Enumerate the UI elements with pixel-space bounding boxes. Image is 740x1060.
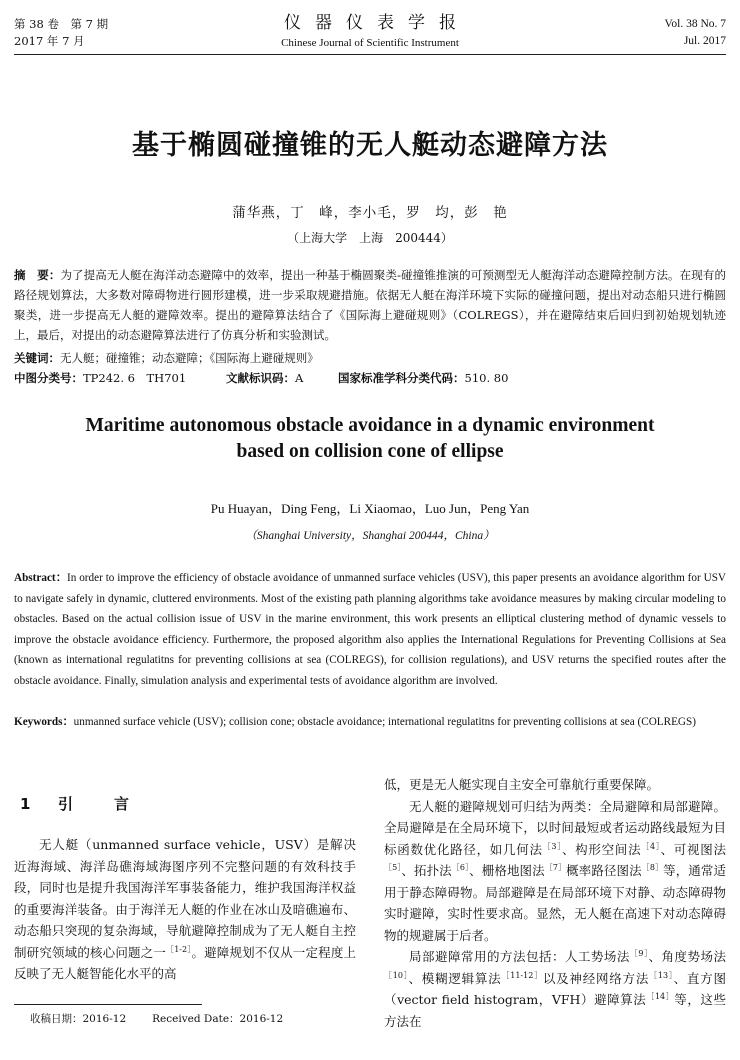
citation: ［10］ bbox=[384, 970, 409, 980]
abstract-label-cn: 摘 要： bbox=[14, 268, 61, 282]
journal-masthead bbox=[0, 12, 740, 51]
keywords-label-cn: 关键词： bbox=[14, 351, 60, 365]
authors-en: Pu Huayan，Ding Feng，Li Xiaomao，Luo Jun，Peng Yan bbox=[210, 501, 530, 516]
doc-label: 文献标识码： bbox=[226, 371, 295, 385]
citation: ［13］ bbox=[649, 970, 674, 980]
received-date-cn: 收稿日期：2016-12 bbox=[30, 1013, 127, 1025]
discipline-code bbox=[338, 368, 508, 388]
body-column-right bbox=[384, 774, 726, 1032]
paragraph-text: 、构形空间法 bbox=[561, 841, 642, 857]
doc-value: A bbox=[295, 371, 304, 385]
paragraph-text: 无人艇的避障规划可归结为两类：全局避障和局部避障。全局避障是在全局环境下，以时间最短或者运动路线最短为目标函数优化路径，如几何法 bbox=[384, 798, 726, 857]
journal-name-en: Chinese Journal of Scientific Instrument bbox=[281, 37, 459, 49]
paragraph-text: 无人艇（unmanned surface vehicle，USV）是解决近海海域、海洋岛礁海域海图序列不完整问题的有效科技手段，同时也是提升我国海洋军事装备能力，维护我国海洋权益的重要海洋装备。由于海洋无人艇的作业在冰山及暗礁遍布、动态船只突现的复杂海域，导航避障控制成为了无人艇自主控制研究领域的核心问题之一 bbox=[14, 837, 356, 960]
paragraph-text: 、模糊逻辑算法 bbox=[408, 970, 502, 986]
paragraph-text: 、拓扑法 bbox=[401, 863, 452, 878]
clc-number bbox=[14, 368, 226, 388]
date-cn: 2017 年 7 月 bbox=[14, 34, 85, 48]
affiliation-en: （Shanghai University，Shanghai 200444，China） bbox=[245, 530, 495, 542]
section-title-part1: 引 bbox=[58, 795, 74, 813]
keywords-label-en: Keywords： bbox=[14, 716, 74, 728]
header-volume-en bbox=[665, 16, 726, 50]
doc-code bbox=[226, 368, 338, 388]
paragraph-text: 、直方图（vector field histogram，VFH）避障算法 bbox=[384, 970, 726, 1007]
title-en-line2: based on collision cone of ellipse bbox=[236, 441, 504, 462]
citation: ［4］ bbox=[641, 841, 661, 851]
abstract-label-en: Abstract： bbox=[14, 572, 67, 584]
affiliation-cn: （上海大学 上海 200444） bbox=[287, 231, 453, 245]
abstract-cn bbox=[14, 265, 726, 345]
citation: ［5］ bbox=[384, 862, 402, 872]
paragraph-text: 局部避障常用的方法包括：人工势场法 bbox=[409, 949, 630, 964]
abstract-text-cn: 为了提高无人艇在海洋动态避障中的效率，提出一种基于椭圆聚类-碰撞锥推演的可预测型无人艇海洋动态避障控制方法。在现有的路径规划算法，大多数对障碍物进行圆形建模，进一步采取规避措施。依据无人艇在海洋环境下实际的碰撞问题，提出对动态船只进行椭圆聚类，进一步提高无人艇的避障效率。提出的避障算法结合了《国际海上避碰规则》（COLREGS），并在避障结束后回归到初始规划轨迹上，最后，对提出的动态避障算法进行了仿真分析和实验测试。 bbox=[14, 268, 726, 342]
abstract-text-en: In order to improve the efficiency of obstacle avoidance of unmanned surface vehicles (USV), this paper presents an avoidance algorithm for USV to navigate safely in dynamic, cluttered environments. Most of the existing path planning algorithms take avoidance measures by making circular modeling to obstacles. Based on the actual collision issue of USV in the marine environment, this work presents an elliptical clustering method of dynamic vessels to improve the obstacle avoidance efficiency. Furthermore, the proposed algorithm also applies the International Regulations for Preventing Collisions at Sea (known as international regulatitns for preventing collisions at sea (COLREGS), for collision regulations), and USV returns the specified routes after the obstacle avoidance. Finally, simulation analysis and experimental tests of avoidance algorithm are involved. bbox=[14, 572, 726, 687]
std-label: 国家标准学科分类代码： bbox=[338, 371, 465, 385]
paragraph-text: 等，这些方法在 bbox=[384, 992, 726, 1029]
paragraph-text: 、栅格地图法 bbox=[469, 863, 545, 878]
citation: ［3］ bbox=[542, 841, 562, 851]
received-date bbox=[30, 1012, 283, 1026]
paper-title-en bbox=[0, 413, 740, 465]
std-value: 510. 80 bbox=[464, 371, 509, 385]
authors-cn: 蒲华燕，丁 峰，李小毛，罗 均，彭 艳 bbox=[232, 205, 508, 221]
paragraph-text: 低，更是无人艇实现自主安全可靠航行重要保障。 bbox=[384, 777, 660, 792]
section-heading bbox=[20, 794, 129, 814]
clc-label: 中图分类号： bbox=[14, 371, 83, 385]
paragraph-text: 、可视图法 bbox=[660, 841, 726, 857]
citation: ［6］ bbox=[451, 862, 470, 872]
clc-value: TP242. 6 TH701 bbox=[83, 371, 187, 385]
paragraph-text: 等，通常适用于静态障碍物。局部避障是在局部环境下对静、动态障碍物实时避障，实时性要求高。显然，无人艇在高速下对动态障碍物的规避属于后者。 bbox=[384, 863, 726, 943]
paragraph-text: 。避障规划不仅从一定程度上反映了无人艇智能化水平的高 bbox=[14, 944, 356, 981]
paragraph bbox=[384, 946, 726, 1032]
footnote-divider bbox=[14, 1004, 202, 1005]
citation: ［11-12］ bbox=[501, 970, 543, 980]
section-title-part2: 言 bbox=[114, 795, 130, 813]
keywords-cn bbox=[14, 348, 726, 368]
paragraph-text: 概率路径图法 bbox=[566, 863, 642, 878]
section-number: 1 bbox=[20, 795, 31, 813]
volume-issue-en: Vol. 38 No. 7 bbox=[664, 18, 726, 30]
date-en: Jul. 2017 bbox=[683, 35, 726, 47]
citation: ［8］ bbox=[641, 862, 664, 872]
citation: ［9］ bbox=[629, 948, 649, 958]
citation: ［1-2］ bbox=[166, 944, 192, 954]
received-date-en: Received Date：2016-12 bbox=[152, 1013, 284, 1025]
paragraph-text: 以及神经网络方法 bbox=[542, 970, 650, 986]
paragraph bbox=[384, 774, 726, 796]
keywords-en bbox=[14, 712, 726, 733]
paragraph-text: 、角度势场法 bbox=[648, 949, 726, 964]
keywords-text-en: unmanned surface vehicle (USV); collision cone; obstacle avoidance; international regulatitns for preventing collisions at sea (COLREGS) bbox=[73, 716, 696, 728]
classification-row bbox=[14, 368, 726, 388]
journal-name-cn: 仪器仪表学报 bbox=[284, 13, 470, 33]
paper-title-cn: 基于椭圆碰撞锥的无人艇动态避障方法 bbox=[132, 130, 608, 161]
volume-issue-cn: 第 38 卷 第 7 期 bbox=[14, 17, 109, 31]
header-divider bbox=[14, 54, 726, 55]
body-column-left bbox=[14, 834, 356, 985]
keywords-text-cn: 无人艇；碰撞锥；动态避障；《国际海上避碰规则》 bbox=[60, 351, 319, 365]
citation: ［7］ bbox=[544, 862, 567, 872]
citation: ［14］ bbox=[646, 991, 675, 1001]
title-en-line1: Maritime autonomous obstacle avoidance in a dynamic environment bbox=[85, 415, 655, 436]
abstract-en bbox=[14, 568, 726, 692]
paragraph bbox=[384, 796, 726, 947]
